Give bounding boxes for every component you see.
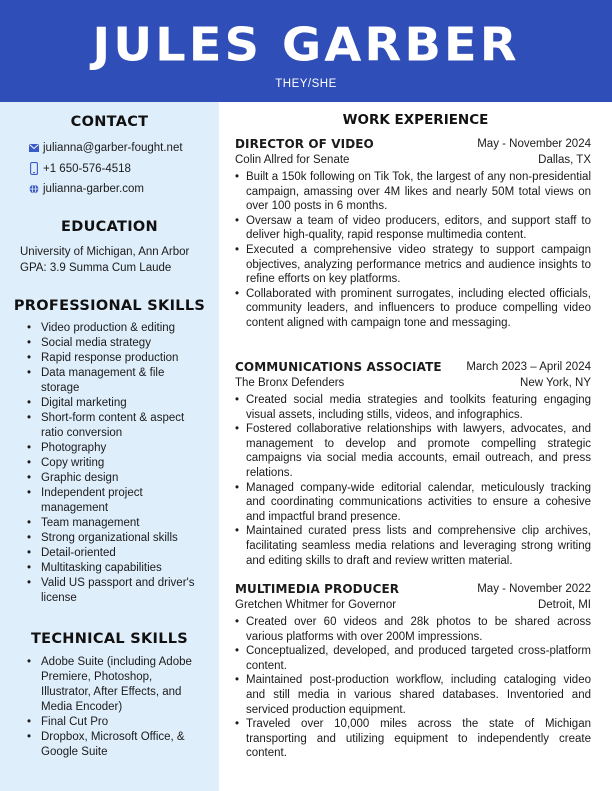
education-block (20, 244, 189, 276)
list-item: • Fostered collaborative relationships with lawyers, advocates, and management to develop and promote compelling strategic campaigns via social media accounts, email outreach, and press relations. (235, 422, 591, 480)
professional-skills-list (27, 321, 197, 606)
list-item: • Built a 150k following on Tik Tok, the largest of any non-presidential campaign, amassing over 4M likes and nearly 50M total views on over 100 posts in 6 months. (235, 170, 591, 214)
job-title: COMMUNICATIONS ASSOCIATE (235, 360, 442, 374)
candidate-name: JULES GARBER (92, 18, 520, 72)
job-entry (235, 359, 591, 568)
contact-email-text: julianna@garber-fought.net (43, 142, 183, 155)
education-heading: EDUCATION (61, 219, 158, 235)
list-item: • Digital marketing (27, 396, 197, 411)
list-item: • Executed a comprehensive video strategy to support campaign objectives, analyzing performance metrics and audience insights to refine efforts on key platforms. (235, 243, 591, 287)
list-item: • Photography (27, 441, 197, 456)
job-location: Detroit, MI (537, 599, 591, 611)
job-organization: The Bronx Defenders (235, 377, 345, 389)
list-item: • Maintained curated press lists and comprehensive clip archives, facilitating seamless media relations and leveraging strong writing and editing skills to draft and review written material. (235, 524, 591, 568)
list-item: • Multitasking capabilities (27, 561, 197, 576)
list-item: • Team management (27, 516, 197, 531)
contact-email[interactable] (27, 138, 183, 159)
job-title: MULTIMEDIA PRODUCER (235, 582, 400, 596)
job-entry (235, 581, 591, 761)
list-item: • Strong organizational skills (27, 531, 197, 546)
list-item: • Traveled over 10,000 miles across the state of Michigan transporting and utilizing equipment to independently create content. (235, 717, 591, 761)
list-item: • Maintained post-production workflow, including cataloging video and still media in various shared databases. Inventoried and serviced production equipment. (235, 673, 591, 717)
header-banner (0, 0, 612, 102)
job-entry (235, 136, 591, 331)
phone-icon (27, 163, 40, 175)
list-item: • Created over 60 videos and 28k photos to be shared across various platforms with over 200M impressions. (235, 615, 591, 644)
job-bullets (235, 170, 591, 331)
job-organization: Colin Allred for Senate (235, 154, 350, 166)
list-item: • Dropbox, Microsoft Office, & Google Suite (27, 730, 205, 760)
globe-icon (27, 183, 40, 195)
contact-website-text: julianna-garber.com (43, 183, 145, 196)
list-item: • Short-form content & aspect ratio conversion (27, 411, 197, 441)
contact-phone[interactable] (27, 159, 183, 180)
pronouns: THEY/SHE (275, 78, 337, 90)
list-item: • Social media strategy (27, 336, 197, 351)
list-item: • Graphic design (27, 471, 197, 486)
list-item: • Independent project management (27, 486, 197, 516)
education-school: University of Michigan, Ann Arbor (20, 246, 190, 258)
list-item: • Collaborated with prominent surrogates, including elected officials, community leaders, and influencers to produce compelling video content aligned with campaign tone and messaging. (235, 287, 591, 331)
job-date: March 2023 – April 2024 (466, 361, 591, 373)
list-item: • Rapid response production (27, 351, 197, 366)
list-item: • Managed company-wide editorial calendar, meticulously tracking and coordinating communications activities to ensure a cohesive and impactful brand presence. (235, 481, 591, 525)
list-item: • Copy writing (27, 456, 197, 471)
job-date: May - November 2022 (477, 583, 591, 595)
job-bullets (235, 393, 591, 568)
list-item: • Data management & file storage (27, 366, 197, 396)
job-title: DIRECTOR OF VIDEO (235, 137, 374, 151)
technical-skills-heading: TECHNICAL SKILLS (30, 631, 189, 647)
contact-phone-text: +1 650-576-4518 (43, 162, 131, 175)
job-date: May - November 2024 (477, 138, 591, 150)
job-location: New York, NY (520, 377, 591, 389)
contact-website[interactable] (27, 179, 183, 200)
main-content (219, 102, 612, 791)
job-organization: Gretchen Whitmer for Governor (235, 599, 397, 611)
job-location: Dallas, TX (538, 154, 591, 166)
email-icon (27, 142, 40, 154)
contact-heading: CONTACT (70, 114, 149, 130)
list-item: • Detail-oriented (27, 546, 197, 561)
list-item: • Created social media strategies and toolkits featuring engaging visual assets, including stills, videos, and infographics. (235, 393, 591, 422)
work-experience-heading: WORK EXPERIENCE (342, 112, 489, 128)
list-item: • Adobe Suite (including Adobe Premiere, Photoshop, Illustrator, After Effects, and Media Encoder) (27, 655, 205, 715)
job-bullets (235, 615, 591, 761)
list-item: • Final Cut Pro (27, 715, 205, 730)
list-item: • Video production & editing (27, 321, 197, 336)
professional-skills-heading: PROFESSIONAL SKILLS (13, 298, 206, 314)
contact-list (27, 138, 183, 200)
list-item: • Conceptualized, developed, and produced targeted cross-platform content. (235, 644, 591, 673)
sidebar (0, 102, 219, 791)
technical-skills-list (27, 655, 205, 760)
list-item: • Oversaw a team of video producers, editors, and support staff to deliver high-quality, rapid response multimedia content. (235, 214, 591, 243)
list-item: • Valid US passport and driver's license (27, 576, 197, 606)
education-gpa: GPA: 3.9 Summa Cum Laude (20, 262, 172, 274)
